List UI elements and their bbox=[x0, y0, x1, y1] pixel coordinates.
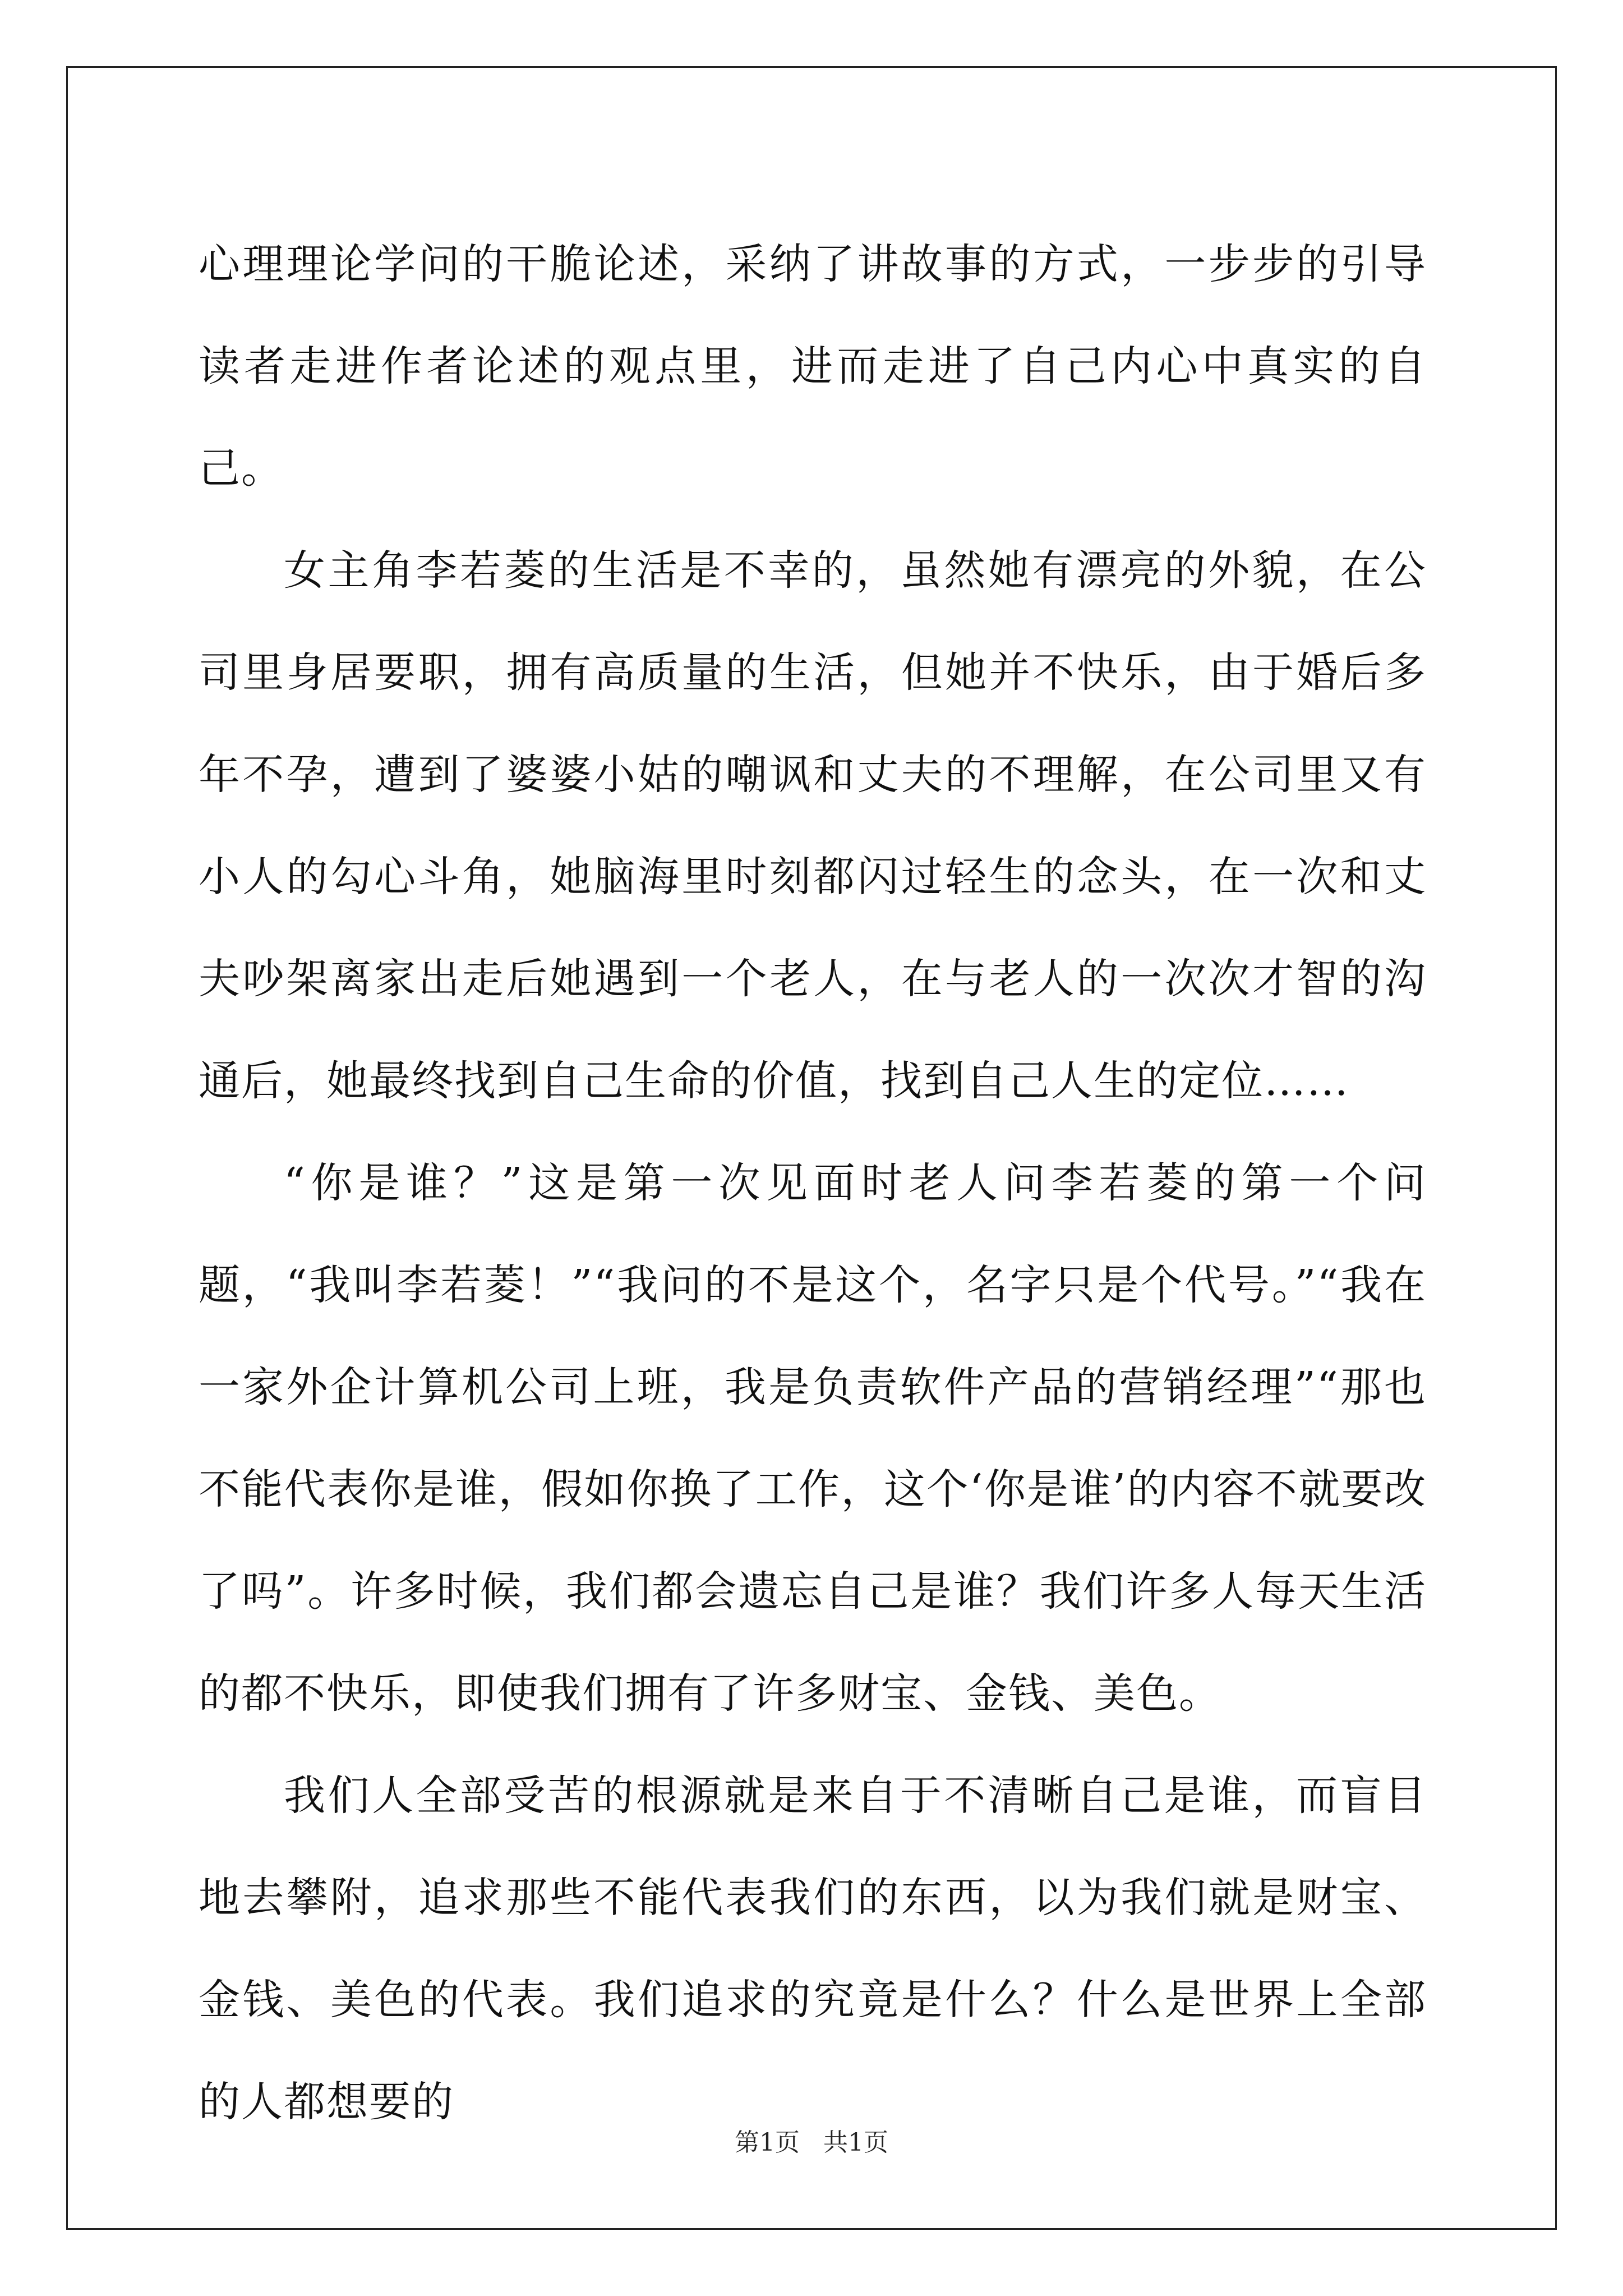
page-number: 第1页 bbox=[735, 2128, 800, 2157]
paragraph-4: 我们人全部受苦的根源就是来自于不清晰自己是谁，而盲目地去攀附，追求那些不能代表我们的东西，以为我们就是财宝、金钱、美色的代表。我们追求的究竟是什么？什么是世界上全部的人都想要的 bbox=[199, 1772, 1427, 2126]
footer-spacer bbox=[800, 2128, 823, 2157]
document-body bbox=[199, 213, 1427, 2153]
paragraph-1: 心理理论学问的干脆论述，采纳了讲故事的方式，一步步的引导读者走进作者论述的观点里，进而走进了自己内心中真实的自己。 bbox=[199, 240, 1427, 493]
paragraph-3: “你是谁？”这是第一次见面时老人问李若菱的第一个问题，“我叫李若菱！”“我问的不是这个，名字只是个代号。”“我在一家外企计算机公司上班，我是负责软件产品的营销经理”“那也不能代表你是谁，假如你换了工作，这个‘你是谁’的内容不就要改了吗”。许多时候，我们都会遗忘自己是谁？我们许多人每天生活的都不快乐，即使我们拥有了许多财宝、金钱、美色。 bbox=[199, 1159, 1427, 1718]
page-footer bbox=[0, 2126, 1623, 2160]
paragraph-2: 女主角李若菱的生活是不幸的，虽然她有漂亮的外貌，在公司里身居要职，拥有高质量的生活，但她并不快乐，由于婚后多年不孕，遭到了婆婆小姑的嘲讽和丈夫的不理解，在公司里又有小人的勾心斗角，她脑海里时刻都闪过轻生的念头，在一次和丈夫吵架离家出走后她遇到一个老人，在与老人的一次次才智的沟通后，她最终找到自己生命的价值，找到自己人生的定位…… bbox=[199, 546, 1427, 1105]
page-total: 共1页 bbox=[823, 2128, 888, 2157]
